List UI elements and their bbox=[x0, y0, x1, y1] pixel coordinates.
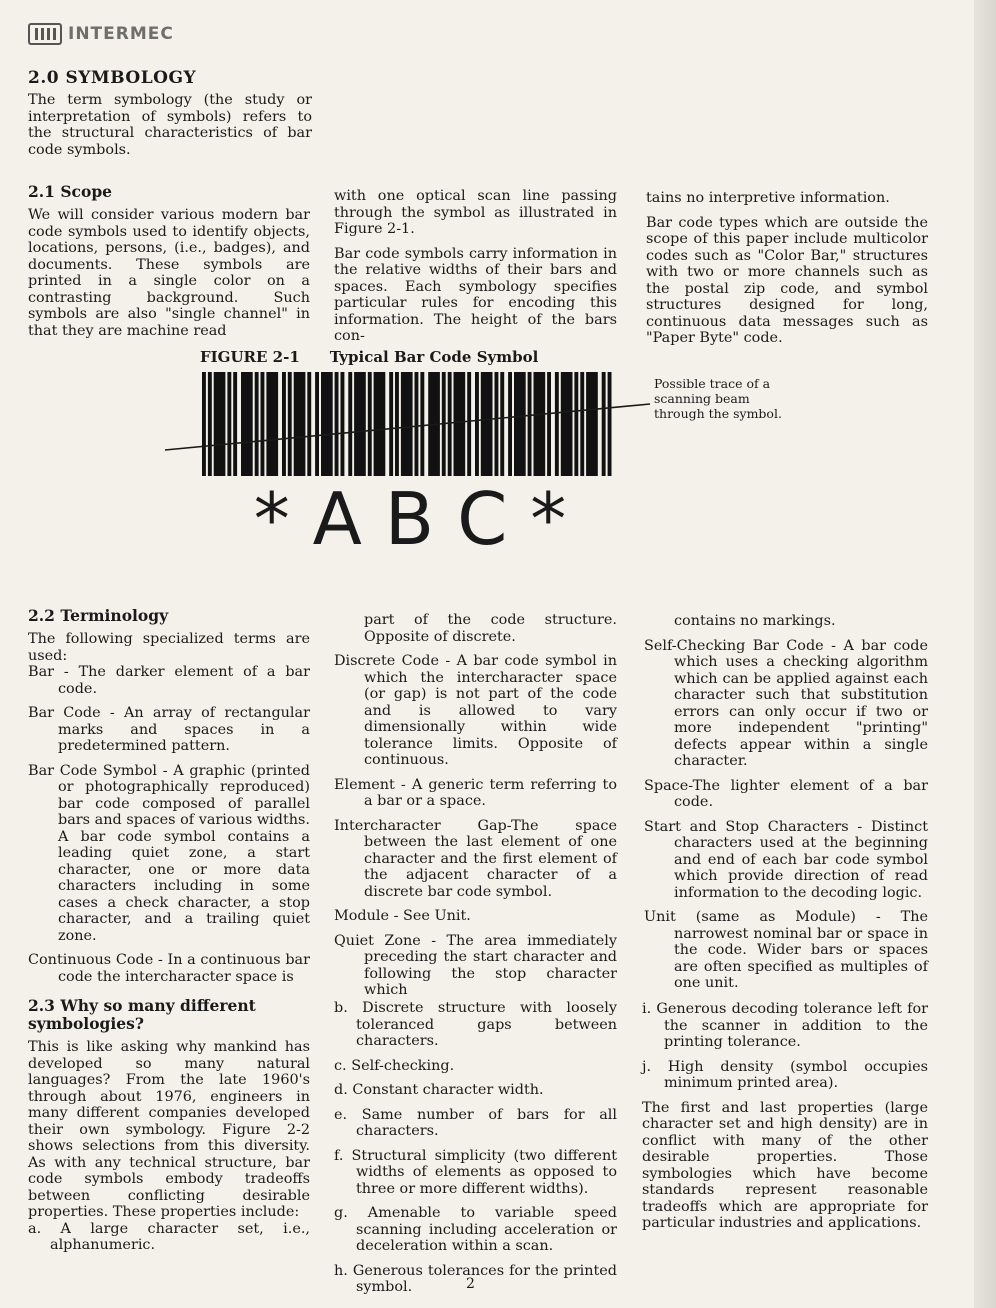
figure-caption bbox=[200, 348, 538, 366]
term-entry: Bar Code - An array of rectangular marks and spaces in a predetermined pattern. bbox=[28, 705, 310, 754]
barcode-bar bbox=[561, 372, 573, 476]
term-continuation: contains no markings. bbox=[674, 613, 836, 629]
barcode-bar bbox=[255, 372, 259, 476]
barcode-bar bbox=[415, 372, 419, 476]
section-2-3-col2 bbox=[334, 1000, 617, 1304]
property-item: g. Amenable to variable speed scanning including acceleration or deceleration within a scan. bbox=[334, 1205, 617, 1254]
section-2-3-title: 2.3 Why so many different symbologies? bbox=[28, 996, 256, 1033]
barcode-bar bbox=[495, 372, 499, 476]
term-entry: Bar Code Symbol - A graphic (printed or photographically reproduced) bar code composed of parallel bars and spaces of various widths. A bar code symbol contains a leading quiet zone, a start character, one or more data characters including in some cases a check character, a stop character, and a trailing quiet zone. bbox=[28, 762, 310, 944]
scope-paragraph-4: tains no interpretive information. bbox=[646, 190, 890, 206]
barcode-bar bbox=[602, 372, 606, 476]
barcode-bar bbox=[448, 372, 452, 476]
section-2-0-body: The term symbology (the study or interpretation of symbols) refers to the structural characteristics of bar code symbols. bbox=[28, 92, 312, 158]
logo-text: INTERMEC bbox=[68, 24, 174, 44]
barcode-bar bbox=[508, 372, 512, 476]
intermec-logo bbox=[28, 22, 174, 46]
term-entry: Bar - The darker element of a bar code. bbox=[28, 664, 310, 697]
barcode-bar bbox=[580, 372, 584, 476]
barcode-bar bbox=[307, 372, 311, 476]
section-2-2-col3 bbox=[644, 613, 928, 1000]
scope-paragraph-2: with one optical scan line passing through the symbol as illustrated in Figure 2-1. bbox=[334, 188, 617, 237]
term-entry: Module - See Unit. bbox=[334, 908, 471, 924]
figure-label: FIGURE 2-1 bbox=[200, 348, 300, 366]
property-item: f. Structural simplicity (two different widths of elements as opposed to three or more different widths). bbox=[334, 1147, 617, 1197]
scope-paragraph-3: Bar code symbols carry information in the relative widths of their bars and spaces. Each symbology specifies particular rules for encoding this information. The height of the bars con- bbox=[334, 245, 617, 344]
barcode-bar bbox=[261, 372, 265, 476]
barcode-bar bbox=[233, 372, 237, 476]
property-item: i. Generous decoding tolerance left for the scanner in addition to the printing tolerance. bbox=[642, 1001, 928, 1050]
tradeoffs-paragraph: The first and last properties (large character set and high density) are in conflict with many of the other desirable properties. Those symbologies which have become standards represent reasonable tradeoffs which are appropriate for particular industries and applications. bbox=[642, 1099, 928, 1231]
barcode-bar bbox=[208, 372, 212, 476]
barcode-bar bbox=[315, 372, 319, 476]
barcode-bar bbox=[481, 372, 493, 476]
barcode-bar bbox=[294, 372, 306, 476]
human-readable-text: * A B C * bbox=[253, 477, 567, 558]
property-item: h. Generous tolerances for the printed symbol. bbox=[334, 1262, 617, 1295]
barcode-bar bbox=[534, 372, 546, 476]
barcode-bar bbox=[202, 372, 206, 476]
barcode-bar bbox=[467, 372, 471, 476]
property-item: e. Same number of bars for all characters. bbox=[334, 1106, 617, 1139]
barcode-bar bbox=[500, 372, 504, 476]
barcode-bar bbox=[475, 372, 479, 476]
term-entry: Space-The lighter element of a bar code. bbox=[644, 777, 928, 810]
barcode-bar bbox=[555, 372, 559, 476]
barcode-bar bbox=[214, 372, 226, 476]
barcode-bar bbox=[514, 372, 526, 476]
logo-mark-icon bbox=[28, 23, 62, 45]
barcode-bars bbox=[202, 372, 612, 476]
figure-title: Typical Bar Code Symbol bbox=[329, 348, 539, 366]
barcode-bar bbox=[354, 372, 366, 476]
barcode-bar bbox=[608, 372, 612, 476]
barcode-bar bbox=[574, 372, 578, 476]
barcode-bar bbox=[368, 372, 372, 476]
barcode-bar bbox=[420, 372, 424, 476]
barcode-bar bbox=[348, 372, 352, 476]
section-2-1-col2 bbox=[334, 188, 617, 353]
barcode-bar bbox=[547, 372, 551, 476]
term-continuation: part of the code structure. Opposite of discrete. bbox=[364, 612, 617, 645]
property-item: d. Constant character width. bbox=[334, 1082, 544, 1098]
page-edge bbox=[974, 0, 996, 1308]
term-entry: Continuous Code - In a continuous bar code the intercharacter space is bbox=[28, 952, 310, 985]
section-2-3-col1 bbox=[28, 997, 310, 1262]
term-entry: Start and Stop Characters - Distinct characters used at the beginning and end of each bar code symbol which provide direction of read information to the decoding logic. bbox=[644, 818, 928, 901]
barcode-bar bbox=[374, 372, 386, 476]
property-item: c. Self-checking. bbox=[334, 1057, 455, 1074]
term-entry: Element - A generic term referring to a bar or a space. bbox=[334, 776, 617, 809]
scan-trace-note: Possible trace of a scanning beam through the symbol. bbox=[654, 376, 782, 421]
barcode-bar bbox=[288, 372, 292, 476]
barcode-bar bbox=[282, 372, 286, 476]
scope-paragraph-1: We will consider various modern bar code symbols used to identify objects, locations, persons, (i.e., badges), and documents. These symbols are printed in a single color on a contrasting background. Such symbols are also "single channel" in that they are machine read bbox=[28, 207, 310, 339]
section-2-3-col3 bbox=[642, 1001, 928, 1240]
section-2-2-col1 bbox=[28, 607, 310, 993]
barcode-bar bbox=[341, 372, 345, 476]
barcode-bar bbox=[227, 372, 231, 476]
barcode-bar bbox=[241, 372, 253, 476]
barcode-bar bbox=[528, 372, 532, 476]
section-2-1-col1 bbox=[28, 183, 310, 347]
term-entry: Unit (same as Module) - The narrowest nominal bar or space in the code. Wider bars or spaces are often specified as multiples of one unit. bbox=[644, 909, 928, 991]
property-item: a. A large character set, i.e., alphanumeric. bbox=[28, 1220, 310, 1253]
terminology-intro: The following specialized terms are used: bbox=[28, 631, 310, 664]
barcode-bar bbox=[395, 372, 399, 476]
barcode-bar bbox=[401, 372, 413, 476]
property-item: b. Discrete structure with loosely toleranced gaps between characters. bbox=[334, 1000, 617, 1049]
term-entry: Intercharacter Gap-The space between the last element of one character and the first element of the adjacent character of a discrete bar code symbol. bbox=[334, 817, 617, 900]
property-item: j. High density (symbol occupies minimum printed area). bbox=[642, 1058, 928, 1091]
barcode-figure bbox=[160, 368, 660, 558]
symbologies-paragraph: This is like asking why mankind has developed so many natural languages? From the late 1960's through about 1976, engineers in many different companies developed their own symbology. Figure 2-2 shows selections from this diversity. As with any technical structure, bar code symbols embody tradeoffs between conflicting desirable properties. These properties include: bbox=[28, 1039, 310, 1220]
term-entry: Discrete Code - A bar code symbol in which the intercharacter space (or gap) is not part of the code and is allowed to vary dimensionally within wide tolerance limits. Opposite of continuous. bbox=[334, 653, 617, 768]
page-number: 2 bbox=[466, 1276, 475, 1292]
barcode-bar bbox=[586, 372, 598, 476]
section-2-2-title: 2.2 Terminology bbox=[28, 606, 169, 625]
section-2-2-col2 bbox=[334, 612, 617, 1007]
barcode-bar bbox=[266, 372, 278, 476]
section-2-0-title: 2.0 SYMBOLOGY bbox=[28, 68, 197, 88]
barcode-bar bbox=[321, 372, 333, 476]
term-entry: Quiet Zone - The area immediately preceding the start character and following the stop character which bbox=[334, 932, 617, 998]
barcode-bar bbox=[389, 372, 393, 476]
section-2-1-title: 2.1 Scope bbox=[28, 182, 113, 201]
section-2-1-col3 bbox=[646, 190, 928, 355]
barcode-bar bbox=[454, 372, 466, 476]
scope-paragraph-5: Bar code types which are outside the scope of this paper include multicolor codes such as "Color Bar," structures with two or more channels such as the postal zip code, and symbol structures designed for long, continuous data messages such as "Paper Byte" code. bbox=[646, 214, 928, 346]
term-entry: Self-Checking Bar Code - A bar code which uses a checking algorithm which can be applied against each character such that substitution errors can only occur if two or more independent "printing" defects appear within a single character. bbox=[644, 637, 928, 769]
barcode-bar bbox=[335, 372, 339, 476]
